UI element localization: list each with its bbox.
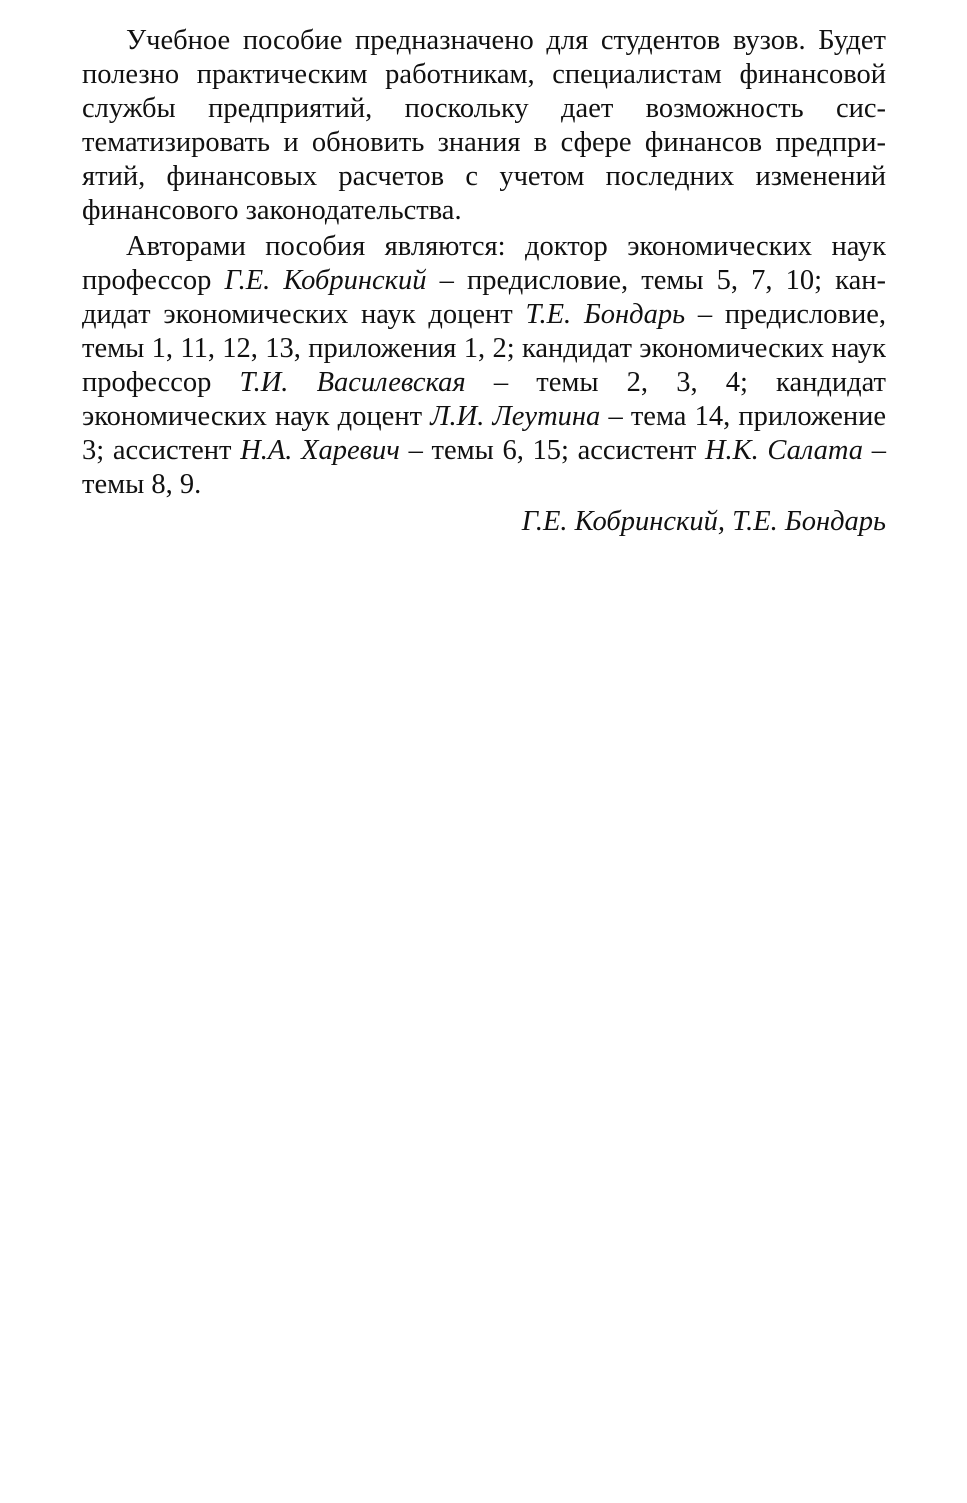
authors-text: – темы 8, 9. [82, 434, 886, 500]
author-name: Т.Е. Бондарь [525, 299, 686, 331]
authors-text: Авторами пособия являются: доктор экономических наук профессор [82, 231, 886, 297]
authors-paragraph [82, 230, 886, 501]
intro-paragraph: Учебное пособие предназначено для студентов вузов. Будет полезно практическим работникам, специалистам финансовой службы предприятий, поскольку дает возможность систематизировать и обновить знания в сфере финансов предприятий, финансовых расчетов с учетом последних изменений финансового законодательства. [82, 25, 886, 226]
authors-text: – тема 14, приложение 3; ассистент [82, 400, 886, 466]
author-name: Л.И. Леутина [430, 400, 601, 432]
authors-text: – темы 2, 3, 4; кандидат экономических наук доцент [82, 367, 886, 432]
page-content [82, 24, 886, 539]
author-name: Т.И. Василевская [239, 367, 466, 399]
authors-text: – предисловие, темы 5, 7, 10; кандидат экономических наук доцент [82, 265, 886, 331]
author-name: Г.Е. Кобринский [224, 265, 427, 297]
author-name: Н.К. Салата [704, 434, 864, 466]
author-name: Н.А. Харевич [240, 434, 400, 466]
authors-text: – темы 6, 15; ассистент [399, 434, 705, 466]
authors-text: – предисловие, темы 1, 11, 12, 13, приложения 1, 2; кандидат экономических наук профессор [82, 299, 886, 399]
signature: Г.Е. Кобринский, Т.Е. Бондарь [521, 505, 886, 537]
